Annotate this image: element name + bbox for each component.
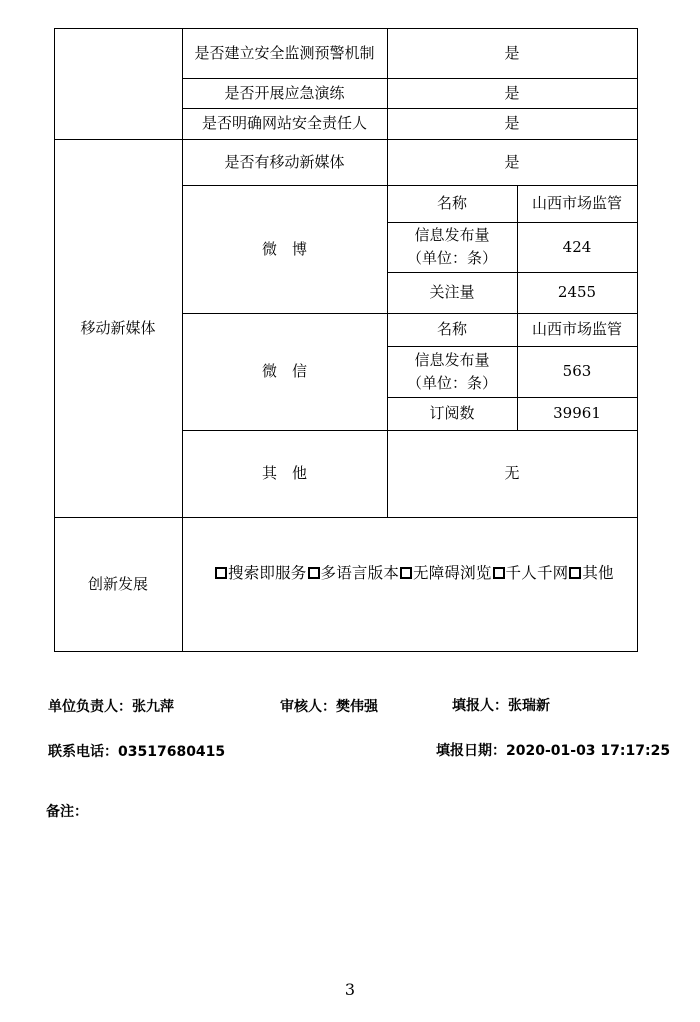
checkbox-icon[interactable] [400,567,412,579]
innovation-options [182,517,637,629]
checkbox-icon[interactable] [308,567,320,579]
has-mobile-media-label: 是否有移动新媒体 [224,152,345,171]
innovation-section-label: 创新发展 [87,574,148,593]
page-number: 3 [344,980,356,999]
monitoring-warning-label: 是否建立安全监测预警机制 [194,43,375,62]
unit-head: 单位负责人：张九萍 [48,699,174,715]
checkbox-icon[interactable] [493,567,505,579]
monitoring-warning-value: 是 [504,43,520,62]
has-mobile-media-value: 是 [504,152,520,171]
weibo-posts-value: 424 [562,237,592,256]
weixin-name-value: 山西市场监管 [531,320,622,338]
weixin-posts-label: 信息发布量（单位：条） [406,350,497,392]
fill-date: 填报日期：2020-01-03 17:17:25 [436,743,671,759]
option-label: 无障碍浏览 [413,563,492,582]
option-label: 多语言版本 [320,563,400,582]
mobile-media-section-label: 移动新媒体 [80,318,156,337]
emergency-drill-label: 是否开展应急演练 [224,83,345,102]
weibo-label: 微 博 [261,239,307,258]
contact-phone: 联系电话：03517680415 [48,744,226,760]
weibo-followers-label: 关注量 [429,283,475,301]
weixin-label: 微 信 [261,362,307,380]
reviewer: 审核人：樊伟强 [280,699,378,715]
option-label: 千人千网 [505,563,569,582]
emergency-drill-value: 是 [504,83,520,102]
checkbox-icon[interactable] [569,567,581,579]
filler: 填报人：张瑞新 [452,698,550,714]
remark-label: 备注： [46,804,88,820]
table-border-right [637,28,638,652]
other-media-label: 其 他 [261,464,307,482]
weibo-name-value: 山西市场监管 [531,194,622,212]
other-media-value: 无 [504,464,520,482]
weibo-posts-label: 信息发布量（单位：条） [406,226,497,267]
weixin-subscribers-label: 订阅数 [429,404,475,422]
checkbox-icon[interactable] [215,567,227,579]
weixin-subscribers-value: 39961 [553,404,601,422]
security-officer-value: 是 [504,114,520,132]
weibo-followers-value: 2455 [557,283,597,301]
option-label: 搜索即服务 [228,563,307,582]
weixin-posts-value: 563 [562,362,592,380]
security-officer-label: 是否明确网站安全责任人 [201,114,367,132]
table-border-bottom [54,651,638,652]
weixin-name-label: 名称 [436,320,467,338]
weibo-name-label: 名称 [436,194,467,212]
option-label: 其他 [582,563,614,582]
